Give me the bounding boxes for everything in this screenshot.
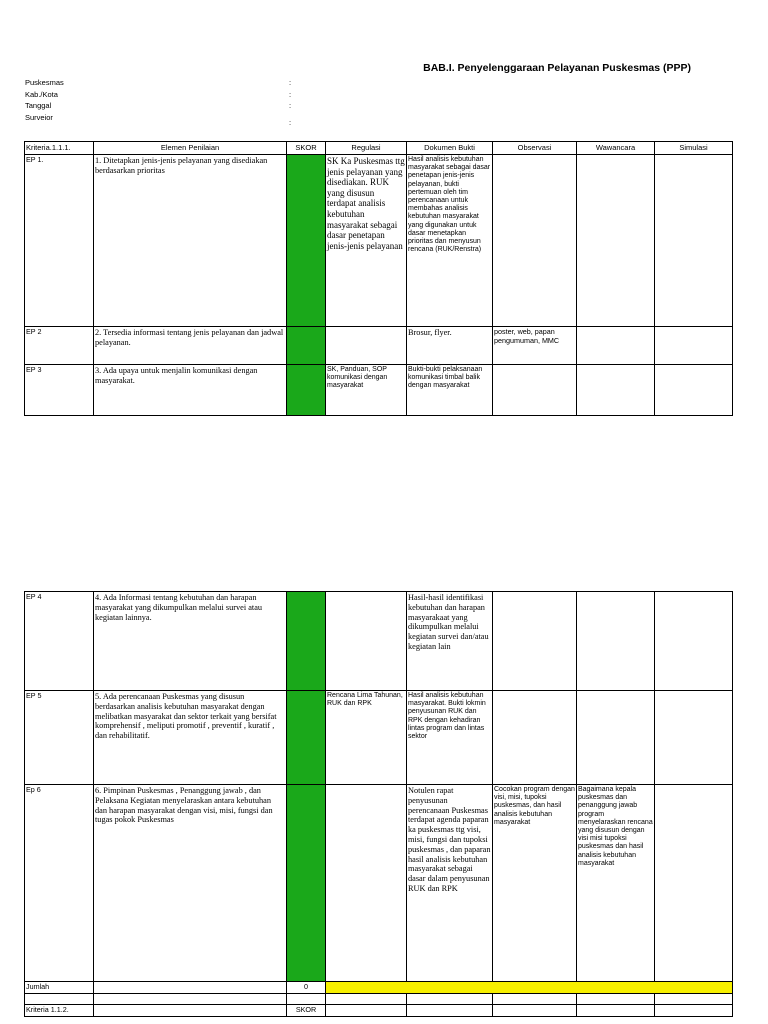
regulasi-cell: [326, 592, 407, 691]
observasi-cell: [493, 365, 577, 416]
ep-cell: EP 1.: [25, 155, 94, 327]
elemen-cell: 5. Ada perencanaan Puskesmas yang disusun berdasarkan analisis kebutuhan masyarakat dengan melibatkan masyarakat dan sektor terkait yang bersifat komprehensif , meliputi promotif , preventif , kuratif , dan rehabilitatif.: [94, 691, 287, 785]
regulasi-cell: Rencana Lima Tahunan, RUK dan RPK: [326, 691, 407, 785]
dokumen-cell: Brosur, flyer.: [407, 327, 493, 365]
kriteria-skor-header: SKOR: [287, 1005, 326, 1017]
dokumen-cell: Hasil analisis kebutuhan masyarakat sebagai dasar penetapan jenis-jenis pelayanan, bukti pertemuan oleh tim perencanaan untuk membahas analisis kebutuhan masyarakat yang digunakan untuk dasar menetapkan prioritas dan menyusun rencana (RUK/Renstra): [407, 155, 493, 327]
simulasi-cell: [655, 155, 733, 327]
skor-cell[interactable]: [287, 691, 326, 785]
ep-cell: EP 2: [25, 327, 94, 365]
skor-cell[interactable]: [287, 155, 326, 327]
simulasi-cell: [655, 785, 733, 982]
meta-tanggal: [25, 100, 325, 112]
meta-label: Tanggal: [25, 101, 52, 110]
kriteria-label: Kriteria 1.1.2.: [25, 1005, 94, 1017]
simulasi-cell: [655, 592, 733, 691]
wawancara-cell: Bagaimana kepala puskesmas dan penanggung jawab program menyelaraskan rencana yang disusun dengan visi misi tupoksi puskesmas dan hasil analisis kebutuhan masyarakat: [577, 785, 655, 982]
kriteria-header-row: [25, 1005, 733, 1017]
regulasi-cell: SK Ka Puskesmas ttg jenis pelayanan yang disediakan. RUK yang disusun terdapat analisis kebutuhan masyarakat sebagai dasar penetapan jenis-jenis pelayanan: [326, 155, 407, 327]
header-elemen: Elemen Penilaian: [94, 142, 287, 155]
elemen-cell: 6. Pimpinan Puskesmas , Penanggung jawab , dan Pelaksana Kegiatan menyelaraskan antara kebutuhan dan harapan masyarakat dengan visi, misi, fungsi dan tugas pokok Puskesmas: [94, 785, 287, 982]
spacer-row: [25, 994, 733, 1005]
meta-kabkota: [25, 89, 325, 101]
header-observasi: Observasi: [493, 142, 577, 155]
jumlah-label: Jumlah: [25, 982, 94, 994]
wawancara-cell: [577, 691, 655, 785]
table-row: [25, 592, 733, 691]
meta-label: Kab./Kota: [25, 89, 58, 99]
skor-cell[interactable]: [287, 327, 326, 365]
dokumen-cell: Hasil-hasil identifikasi kebutuhan dan harapan masyarakaat yang dikumpulkan melalui kegiatan survei dan/atau kegiatan lain: [407, 592, 493, 691]
meta-colon: :: [289, 101, 292, 110]
header-wawancara: Wawancara: [577, 142, 655, 155]
meta-label: Surveior: [25, 112, 53, 122]
elemen-cell: 3. Ada upaya untuk menjalin komunikasi dengan masyarakat.: [94, 365, 287, 416]
meta-surveior: [25, 112, 325, 126]
jumlah-row: [25, 982, 733, 994]
meta-puskesmas: [25, 77, 325, 89]
table-row: [25, 691, 733, 785]
regulasi-cell: SK, Panduan, SOP komunikasi dengan masyarakat: [326, 365, 407, 416]
kriteria-elemen-cell: [94, 1005, 287, 1017]
table-row: [25, 785, 733, 982]
jumlah-elemen-cell: [94, 982, 287, 994]
ep-cell: EP 4: [25, 592, 94, 691]
elemen-cell: 4. Ada Informasi tentang kebutuhan dan harapan masyarakat yang dikumpulkan melalui survei atau kegiatan lainnya.: [94, 592, 287, 691]
assessment-table-1: [24, 141, 733, 416]
observasi-cell: poster, web, papan pengumuman, MMC: [493, 327, 577, 365]
skor-cell[interactable]: [287, 592, 326, 691]
meta-colon: :: [289, 78, 292, 87]
observasi-cell: Cocokan program dengan visi, misi, tupoksi puskesmas, dan hasil analisis kebutuhan masyarakat: [493, 785, 577, 982]
table-header-row: [25, 142, 733, 155]
table-row: [25, 365, 733, 416]
table-row: [25, 155, 733, 327]
skor-cell[interactable]: [287, 365, 326, 416]
simulasi-cell: [655, 365, 733, 416]
header-dokumen: Dokumen Bukti: [407, 142, 493, 155]
regulasi-cell: [326, 327, 407, 365]
simulasi-cell: [655, 327, 733, 365]
ep-cell: EP 3: [25, 365, 94, 416]
table-row: [25, 327, 733, 365]
meta-colon: :: [289, 117, 292, 127]
skor-cell[interactable]: [287, 785, 326, 982]
observasi-cell: [493, 592, 577, 691]
survey-meta: [25, 77, 325, 126]
elemen-cell: 1. Ditetapkan jenis-jenis pelayanan yang disediakan berdasarkan prioritas: [94, 155, 287, 327]
jumlah-highlight: [326, 982, 733, 994]
assessment-table-2: [24, 591, 733, 1017]
dokumen-cell: Notulen rapat penyusunan perencanaan Puskesmas terdapat agenda paparan ka puskesmas ttg visi, misi, fungsi dan tupoksi puskesmas , dan paparan hasil analisis kebutuhan masyarakat sebagai dasar dalam penyusunan RUK dan RPK: [407, 785, 493, 982]
header-simulasi: Simulasi: [655, 142, 733, 155]
dokumen-cell: Bukti-bukti pelaksanaan komunikasi timbal balik dengan masyarakat: [407, 365, 493, 416]
wawancara-cell: [577, 592, 655, 691]
simulasi-cell: [655, 691, 733, 785]
wawancara-cell: [577, 155, 655, 327]
jumlah-skor: 0: [287, 982, 326, 994]
ep-cell: Ep 6: [25, 785, 94, 982]
ep-cell: EP 5: [25, 691, 94, 785]
meta-colon: :: [289, 89, 292, 99]
document-title: BAB.I. Penyelenggaraan Pelayanan Puskesmas (PPP): [423, 62, 691, 74]
header-skor: SKOR: [287, 142, 326, 155]
wawancara-cell: [577, 327, 655, 365]
regulasi-cell: [326, 785, 407, 982]
wawancara-cell: [577, 365, 655, 416]
elemen-cell: 2. Tersedia informasi tentang jenis pelayanan dan jadwal pelayanan.: [94, 327, 287, 365]
observasi-cell: [493, 155, 577, 327]
meta-label: Puskesmas: [25, 78, 64, 87]
observasi-cell: [493, 691, 577, 785]
header-kriteria: Kriteria.1.1.1.: [25, 142, 94, 155]
dokumen-cell: Hasil analisis kebutuhan masyarakat. Bukti lokmin penyusunan RUK dan RPK dengan kehadiran lintas program dan lintas sektor: [407, 691, 493, 785]
header-regulasi: Regulasi: [326, 142, 407, 155]
